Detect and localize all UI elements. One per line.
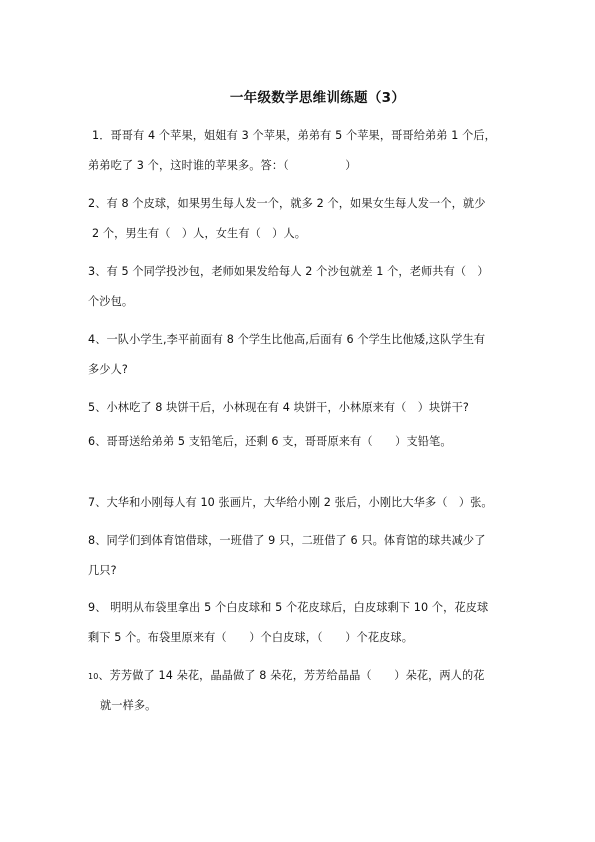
question-1-line-1: 1．哥哥有 4 个苹果，姐姐有 3 个苹果，弟弟有 5 个苹果，哥哥给弟弟 1 个后，: [92, 129, 496, 142]
page-title: 一年级数学思维训练题（3）: [229, 90, 406, 106]
question-9-line-1: 9、 明明从布袋里拿出 5 个白皮球和 5 个花皮球后，白皮球剩下 10 个，花皮球: [88, 601, 489, 614]
question-10-line-1: [88, 667, 485, 683]
question-10-line-2: 就一样多。: [100, 699, 157, 712]
question-9-line-2: 剩下 5 个。布袋里原来有（ ）个白皮球，（ ）个花皮球。: [88, 631, 413, 644]
question-1-line-2: 弟弟吃了 3 个，这时谁的苹果多。答：（ ）: [88, 159, 357, 172]
question-8-line-1: 8、同学们到体育馆借球，一班借了 9 只，二班借了 6 只。体育馆的球共减少了: [88, 534, 486, 547]
question-6: 6、哥哥送给弟弟 5 支铅笔后，还剩 6 支，哥哥原来有（ ）支铅笔。: [88, 435, 452, 448]
question-8-line-2: 几只?: [88, 564, 117, 577]
question-10-number: 10: [88, 672, 99, 681]
question-2-line-1: 2、有 8 个皮球，如果男生每人发一个，就多 2 个，如果女生每人发一个，就少: [88, 197, 486, 210]
question-4-line-1: 4、一队小学生,李平前面有 8 个学生比他高,后面有 6 个学生比他矮,这队学生有: [88, 333, 486, 346]
question-3-line-2: 个沙包。: [88, 295, 134, 308]
question-4-line-2: 多少人?: [88, 363, 128, 376]
question-2-line-2: 2 个，男生有（ ）人，女生有（ ）人。: [92, 227, 307, 240]
question-10-text: 、芳芳做了 14 朵花，晶晶做了 8 朵花，芳芳给晶晶（ ）朵花，两人的花: [98, 669, 485, 682]
question-7: 7、大华和小刚每人有 10 张画片，大华给小刚 2 张后，小刚比大华多（ ）张。: [88, 496, 493, 509]
question-5: 5、小林吃了 8 块饼干后，小林现在有 4 块饼干，小林原来有（ ）块饼干?: [88, 401, 469, 414]
question-3-line-1: 3、有 5 个同学投沙包，老师如果发给每人 2 个沙包就差 1 个，老师共有（ ）: [88, 265, 489, 278]
